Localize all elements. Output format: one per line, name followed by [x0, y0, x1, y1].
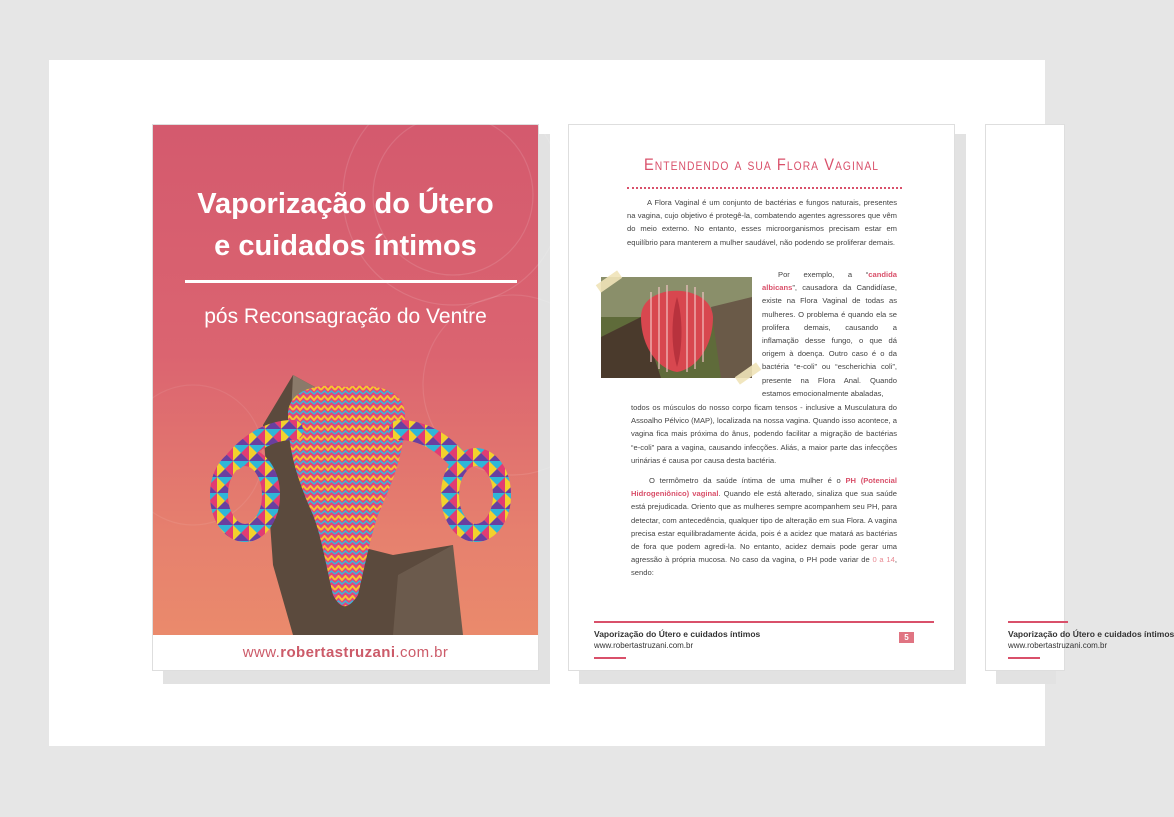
footer-title: Vaporização do Útero e cuidados íntimos	[1008, 629, 1174, 639]
footer-url[interactable]: www.robertastruzani.com.br	[594, 641, 694, 650]
candida-highlight: candida albicans	[762, 270, 897, 293]
paragraph-2-intro: Por exemplo, a “	[778, 270, 869, 279]
cover-subtitle: pós Reconsagração do Ventre	[204, 305, 487, 328]
paragraph-2-body: ”, causadora da Candidíase, existe na Flora Vaginal de todas as mulheres. O problema é quando ela se prolifera demais, causando a inflamação desse fungo, o que dá origem à doença. Outro caso é o da bactéria “e-coli” ou “escherichia coli”, presente na Flora Anal. Quando estamos emocionalmente abaladas,	[762, 283, 897, 398]
content-page-5	[568, 124, 955, 671]
cover-title	[153, 183, 538, 267]
photo-illustration	[601, 277, 752, 378]
footer-short-rule	[1008, 657, 1040, 659]
cover-title-line2: e cuidados íntimos	[214, 230, 477, 262]
cover-url-suffix: .com.br	[395, 644, 449, 661]
page-number-badge: 5	[899, 632, 914, 643]
uterus-pillow-photo	[601, 277, 752, 378]
footer-title: Vaporização do Útero e cuidados íntimos	[594, 629, 761, 639]
footer-short-rule	[594, 657, 626, 659]
footer-url[interactable]: www.robertastruzani.com.br	[1008, 641, 1108, 650]
cover-url-prefix: www.	[242, 644, 281, 661]
paragraph-2	[762, 268, 897, 400]
cover-title-line1: Vaporização do Útero	[197, 188, 494, 220]
footer-rule	[594, 621, 934, 623]
cover-url[interactable]	[153, 635, 538, 670]
footer-rule	[1008, 621, 1068, 623]
paragraph-2-continued: todos os músculos do nosso corpo ficam tensos - inclusive a Musculatura do Assoalho Pélvico (MAP), localizada na nossa vagina. Quando isso acontece, a vagina fica mais próxima do ânus, podendo facilitar a migração de bactérias “e-coli” para a vagina, causando infecções. Aliás, a maior parte das infecções urinárias é causa por causa desta bactéria.	[631, 403, 897, 465]
ph-highlight: PH (Potencial Hidrogeniônico) vaginal	[631, 476, 897, 499]
cover-divider	[185, 280, 517, 283]
ph-range: 0 a 14	[872, 555, 895, 565]
paragraph-3-intro: O termômetro da saúde íntima de uma mulher é o	[649, 476, 846, 485]
cover-artwork	[153, 125, 538, 635]
heading-dotted-rule	[627, 187, 902, 189]
page-heading: Entendendo a sua Flora Vaginal	[643, 155, 880, 174]
paragraph-1: A Flora Vaginal é um conjunto de bactérias e fungos naturais, presentes na vagina, cujo objetivo é protegê-la, combatendo agentes agressores que vêm do meio externo. No entanto, esses microorganismos precisam estar em equilíbrio para manterem a mulher saudável, não podendo se proliferar demais.	[627, 198, 897, 247]
cover-url-bold: robertastruzani	[280, 644, 396, 661]
paragraph-3	[631, 474, 897, 580]
content-page-6	[985, 124, 1174, 671]
cover-page	[152, 124, 539, 671]
paragraph-3-end: , sendo:	[631, 555, 897, 578]
paragraph-3-body: . Quando ele está alterado, sinaliza que sua saúde está prejudicada. Oriento que as mulheres sempre acompanhem seu PH, para detectar, com antecedência, qualquer tipo de alteração em sua Flora. A vagina precisa estar equilibradamente ácida, pois é a acidez que matará as bactérias de fora que podem agredi-la. No entanto, acidez demais pode gerar uma agressão à própria mucosa. No caso da vagina, o PH pode variar de	[631, 489, 897, 565]
